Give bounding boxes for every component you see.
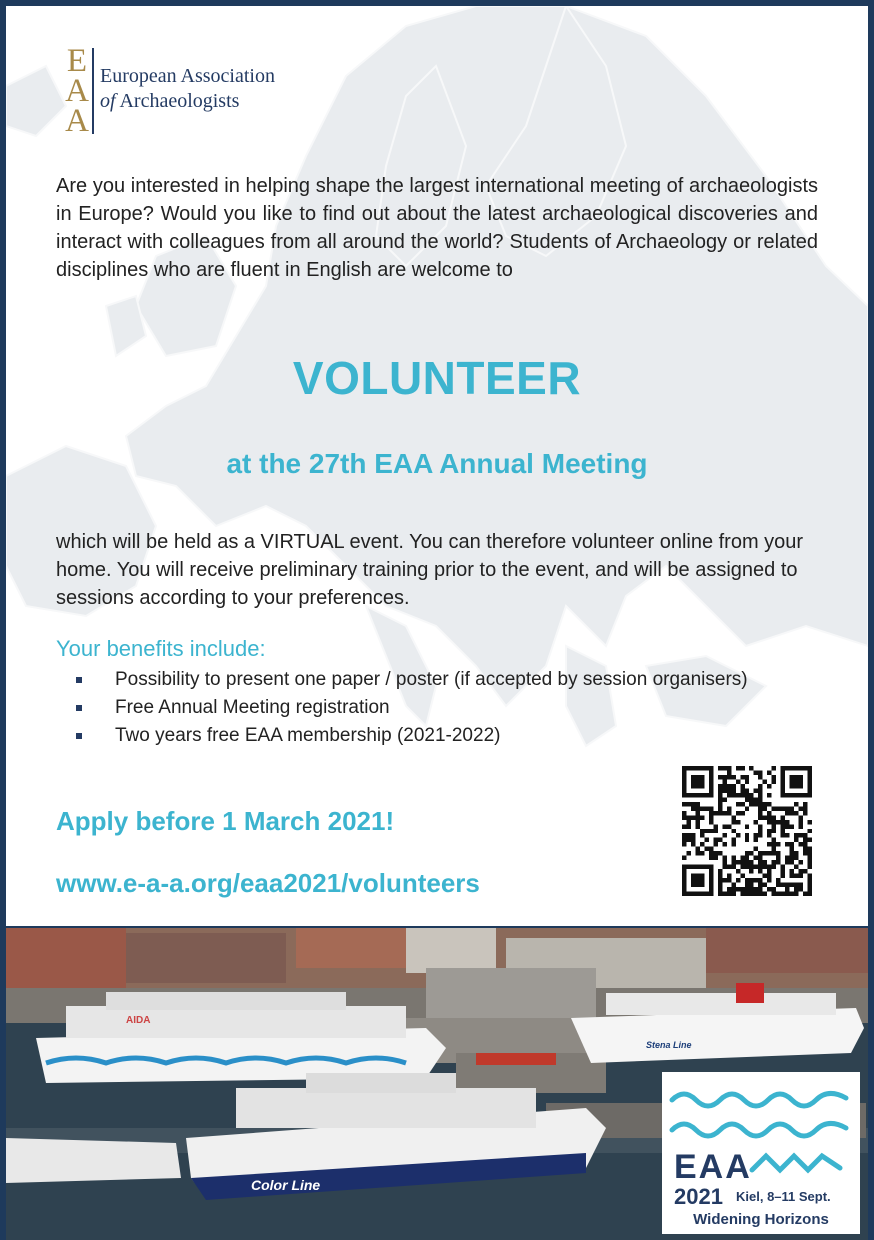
logo-letter-a2: A <box>65 103 89 139</box>
poster-upper-panel <box>6 6 868 926</box>
square-bullet-icon <box>76 733 82 739</box>
organisation-name <box>100 64 275 114</box>
color-line-label: Color Line <box>251 1177 321 1193</box>
benefit-item <box>76 666 748 694</box>
apply-deadline: Apply before 1 March 2021! <box>56 806 395 836</box>
benefits-list <box>76 666 748 750</box>
organisation-name-rest: Archaeologists <box>115 90 240 112</box>
benefit-text: Two years free EAA membership (2021-2022) <box>115 725 501 746</box>
badge-eaa: EAA <box>674 1148 752 1186</box>
small-ferry <box>6 1138 181 1183</box>
tug-boat <box>476 1053 556 1065</box>
logo-letter-e: E <box>66 43 88 79</box>
benefit-item <box>76 694 748 722</box>
benefits-title: Your benefits include: <box>56 636 266 661</box>
badge-year: 2021 <box>674 1184 723 1209</box>
stena-line-label: Stena Line <box>646 1040 692 1050</box>
logo-letter-a1: A <box>65 73 89 109</box>
aida-ship-label: AIDA <box>126 1015 151 1026</box>
benefit-text: Possibility to present one paper / poster (if accepted by session organisers) <box>115 669 748 690</box>
eaa-logo-monogram <box>60 43 94 139</box>
stena-line-ship <box>571 983 864 1063</box>
logo-divider <box>92 48 94 134</box>
square-bullet-icon <box>76 705 82 711</box>
eaa-2021-badge <box>662 1072 860 1234</box>
badge-tagline: Widening Horizons <box>693 1211 829 1228</box>
badge-dates: Kiel, 8–11 Sept. <box>736 1189 831 1204</box>
volunteer-headline: VOLUNTEER <box>292 352 582 404</box>
qr-code-icon[interactable] <box>682 766 812 896</box>
organisation-name-of: of <box>100 90 116 112</box>
square-bullet-icon <box>76 677 82 683</box>
benefit-text: Free Annual Meeting registration <box>115 697 390 718</box>
benefit-item <box>76 722 748 750</box>
event-details-paragraph: which will be held as a VIRTUAL event. You can therefore volunteer online from your home. You will receive preliminary training prior to the event, and will be assigned to sessions according to your preferences. <box>56 531 804 609</box>
volunteers-link[interactable]: www.e-a-a.org/eaa2021/volunteers <box>56 868 480 898</box>
organisation-name-line2 <box>100 89 275 114</box>
intro-paragraph: Are you interested in helping shape the largest international meeting of archaeologists in Europe? Would you like to find out about the latest archaeological discoveries and interact with colleagues from all around the world? Students of Archaeology or related disciplines who are fluent in English are welcome to <box>56 175 818 281</box>
meeting-subheadline: at the 27th EAA Annual Meeting <box>226 448 648 479</box>
organisation-name-line1: European Association <box>100 65 275 87</box>
